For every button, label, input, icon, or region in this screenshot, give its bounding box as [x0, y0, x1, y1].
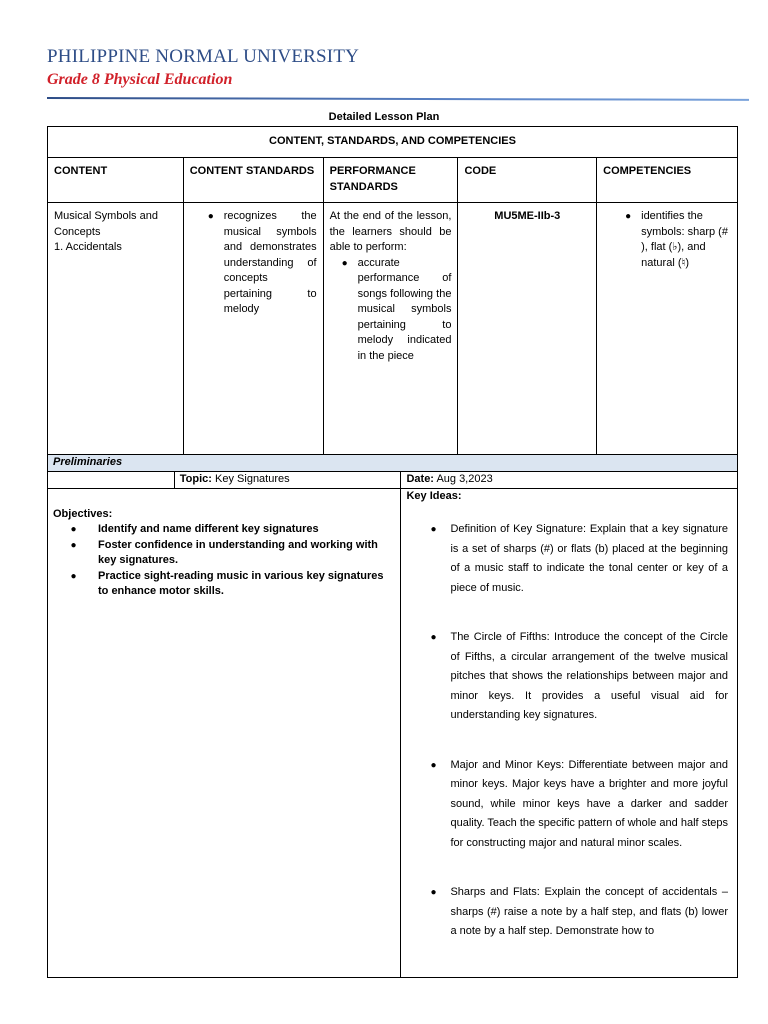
content-cell: [48, 203, 184, 456]
key-idea-item: [406, 756, 732, 854]
bullet-icon: ●: [341, 257, 348, 269]
standards-table: [47, 126, 738, 456]
topic-label: Topic:: [179, 473, 212, 485]
content-line-1: Musical Symbols and Concepts: [54, 210, 158, 238]
objectives-title: Objectives:: [53, 508, 113, 520]
content-standard-cell: [183, 203, 323, 456]
grade-subtitle: Grade 8 Physical Education: [47, 71, 233, 88]
bullet-icon: ●: [430, 759, 437, 771]
bullet-icon: ●: [430, 887, 437, 898]
bullet-icon: ●: [207, 211, 214, 222]
bullet-icon: ●: [430, 632, 437, 643]
bullet-icon: ●: [625, 211, 632, 222]
header-competencies: COMPETENCIES: [597, 158, 738, 203]
date-label: Date:: [406, 473, 434, 485]
document-title: Detailed Lesson Plan: [328, 111, 440, 123]
topic-cell: [174, 472, 401, 489]
objective-item: [53, 522, 395, 538]
header-rule: [47, 97, 749, 101]
performance-standard-cell: [323, 203, 458, 456]
key-idea-item: [406, 520, 732, 598]
content-line-2: 1. Accidentals: [54, 241, 122, 253]
header-code: CODE: [458, 158, 597, 203]
key-ideas-cell: [401, 489, 738, 978]
topic-spacer: [48, 472, 175, 489]
key-idea-item: [406, 628, 732, 726]
performance-bullet-text: accurate performance of songs following the musical symbols pertaining to melody indicated in the piece: [357, 256, 452, 362]
header-content: CONTENT: [48, 158, 184, 203]
key-idea-item: [406, 883, 732, 942]
header-performance-standards: PERFORMANCE STANDARDS: [323, 158, 458, 203]
key-idea-text: The Circle of Fifths: Introduce the concept of the Circle of Fifths, a circular arrangement of the twelve musical pitches that shows the relationships between major and minor keys. It provides a useful visual aid for understanding key signatures.: [450, 631, 728, 721]
objectives-cell: [48, 489, 401, 978]
bullet-icon: ●: [70, 570, 77, 582]
objective-text: Identify and name different key signatures: [98, 523, 319, 535]
key-ideas-title: Key Ideas:: [406, 490, 462, 502]
competency-text: identifies the symbols: sharp (# ), flat (♭), and natural (♮): [641, 210, 728, 269]
key-idea-text: Sharps and Flats: Explain the concept of accidentals – sharps (#) raise a note by a half step, and flats (b) lower a note by a half step. Demonstrate how to: [450, 886, 728, 937]
objective-text: Practice sight-reading music in various key signatures to enhance motor skills.: [98, 569, 384, 597]
key-idea-text: Definition of Key Signature: Explain that a key signature is a set of sharps (#) or flats (b) placed at the beginning of a music staff to indicate the tonal center or key of a piece of music.: [450, 523, 728, 594]
competency-cell: [597, 203, 738, 456]
content-standard-text: recognizes the musical symbols and demonstrates understanding of concepts pertaining to melody: [223, 210, 317, 315]
performance-intro: At the end of the lesson, the learners should be able to perform:: [329, 210, 452, 253]
objective-text: Foster confidence in understanding and working with key signatures.: [98, 538, 378, 566]
objective-item: [53, 569, 395, 600]
key-idea-text: Major and Minor Keys: Differentiate between major and minor keys. Major keys have a brighter and more joyful sound, while minor keys have a darker and sadder quality. Teach the specific pattern of whole and half steps for constructing major and natural minor scales.: [450, 758, 728, 849]
university-name: PHILIPPINE NORMAL UNIVERSITY: [47, 46, 360, 67]
code-cell: MU5ME-IIb-3: [458, 203, 597, 456]
date-value: Aug 3,2023: [436, 473, 493, 485]
objective-item: [53, 538, 395, 569]
bullet-icon: ●: [430, 524, 437, 535]
preliminaries-title: Preliminaries: [48, 455, 738, 472]
date-cell: [401, 472, 738, 489]
bullet-icon: ●: [70, 524, 77, 535]
bullet-icon: ●: [70, 539, 77, 551]
topic-value: Key Signatures: [215, 473, 290, 485]
standards-banner: CONTENT, STANDARDS, AND COMPETENCIES: [48, 127, 738, 158]
header-content-standards: CONTENT STANDARDS: [183, 158, 323, 203]
preliminaries-table: [47, 454, 738, 978]
